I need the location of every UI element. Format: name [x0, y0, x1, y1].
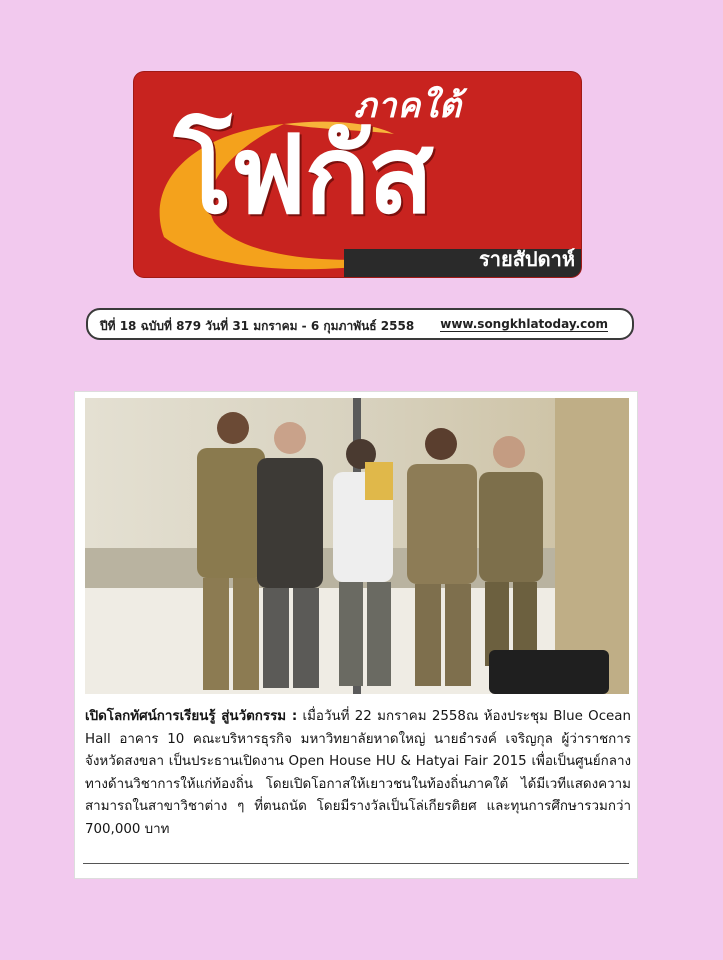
ceremony-photo — [85, 398, 629, 694]
photo-caption — [85, 706, 631, 841]
issue-date-info: ปีที่ 18 ฉบับที่ 879 วันที่ 31 มกราคม - 6 กุมภาพันธ์ 2558 — [100, 319, 415, 333]
caption-body: เมื่อวันที่ 22 มกราคม 2558ณ ห้องประชุม Blue Ocean Hall อาคาร 10 คณะบริหารธุรกิจ มหาวิทยาลัยหาดใหญ่ นายธำรงค์ เจริญกุล ผู้ว่าราชการจังหวัดสงขลา เป็นประธานเปิดงาน Open House HU & Hatyai Fair 2015 เพื่อเป็นศูนย์กลางทางด้านวิชาการให้แก่ท้องถิ่น โดยเปิดโอกาสให้เยาวชนในท้องถิ่นภาคใต้ ได้มีเวทีแสดงความสามารถในสาขาวิชาต่าง ๆ ที่ตนถนัด โดยมีรางวัลเป็นโล่เกียรติยศ และทุนการศึกษารวมกว่า 700,000 บาท — [85, 709, 631, 837]
caption-divider — [83, 863, 629, 864]
masthead-weekly-label: รายสัปดาห์ — [479, 247, 575, 271]
issue-info-banner — [86, 308, 634, 340]
ceremony-photo-illustration — [85, 398, 629, 694]
caption-headline: เปิดโลกทัศน์การเรียนรู้ สู่นวัตกรรม : — [85, 709, 298, 724]
news-clipping — [74, 391, 638, 879]
masthead-title: โฟกัส — [174, 113, 432, 238]
newspaper-masthead — [134, 72, 581, 277]
website-url: www.songkhlatoday.com — [440, 317, 608, 331]
masthead-kicker: ภาคใต้ — [354, 86, 462, 126]
